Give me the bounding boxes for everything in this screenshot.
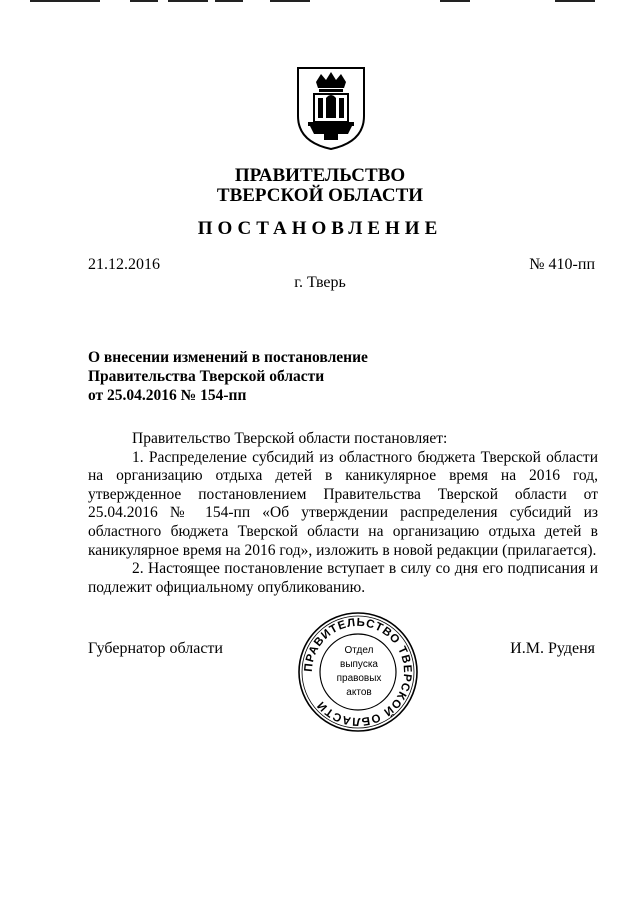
stamp-line: актов	[346, 687, 372, 698]
body-paragraph-1: 1. Распределение субсидий из областного бюджета Тверской области на организацию отдыха детей в каникулярное время на 2016 год, утвержденное постановлением Правительства Тверской области от 25.04.2016 № 154-пп «Об утверждении распределения субсидий из областного бюджета Тверской области на организацию отдыха детей в каникулярное время на 2016 год», изложить в новой редакции (прилагается).	[88, 448, 598, 559]
body-paragraph-2: 2. Настоящее постановление вступает в силу со дня его подписания и подлежит официальному опубликованию.	[88, 560, 598, 596]
scan-edge-line	[555, 0, 595, 2]
scan-edge-line	[440, 0, 470, 2]
signatory-name: И.М. Руденя	[510, 640, 595, 657]
title-line: Правительства Тверской области	[88, 368, 325, 385]
document-city: г. Тверь	[294, 274, 346, 291]
document-number: № 410-пп	[529, 256, 595, 273]
stamp-line: правовых	[336, 673, 382, 684]
title-line: от 25.04.2016 № 154-пп	[88, 387, 247, 404]
document-date: 21.12.2016	[88, 256, 160, 273]
scan-edge-line	[168, 0, 208, 2]
stamp-line: выпуска	[340, 659, 378, 670]
scan-edge-line	[130, 0, 158, 2]
scan-edge-line	[270, 0, 310, 2]
document-title	[88, 348, 368, 405]
document-body	[88, 430, 598, 597]
org-name-line1: ПРАВИТЕЛЬСТВО	[234, 165, 406, 186]
document-type: ПОСТАНОВЛЕНИЕ	[197, 218, 443, 239]
body-intro: Правительство Тверской области постановляет:	[132, 430, 448, 447]
title-line: О внесении изменений в постановление	[88, 349, 368, 366]
org-name-line2: ТВЕРСКОЙ ОБЛАСТИ	[216, 185, 424, 206]
signatory-position: Губернатор области	[88, 640, 223, 657]
stamp-ring-text: ПРАВИТЕЛЬСТВО ТВЕРСКОЙ ОБЛАСТИ	[302, 616, 414, 728]
coat-of-arms-icon	[294, 64, 368, 152]
scan-edge-line	[215, 0, 243, 2]
scan-edge-line	[30, 0, 100, 2]
stamp-line: Отдел	[344, 645, 374, 656]
stamp-center-text	[318, 644, 400, 700]
